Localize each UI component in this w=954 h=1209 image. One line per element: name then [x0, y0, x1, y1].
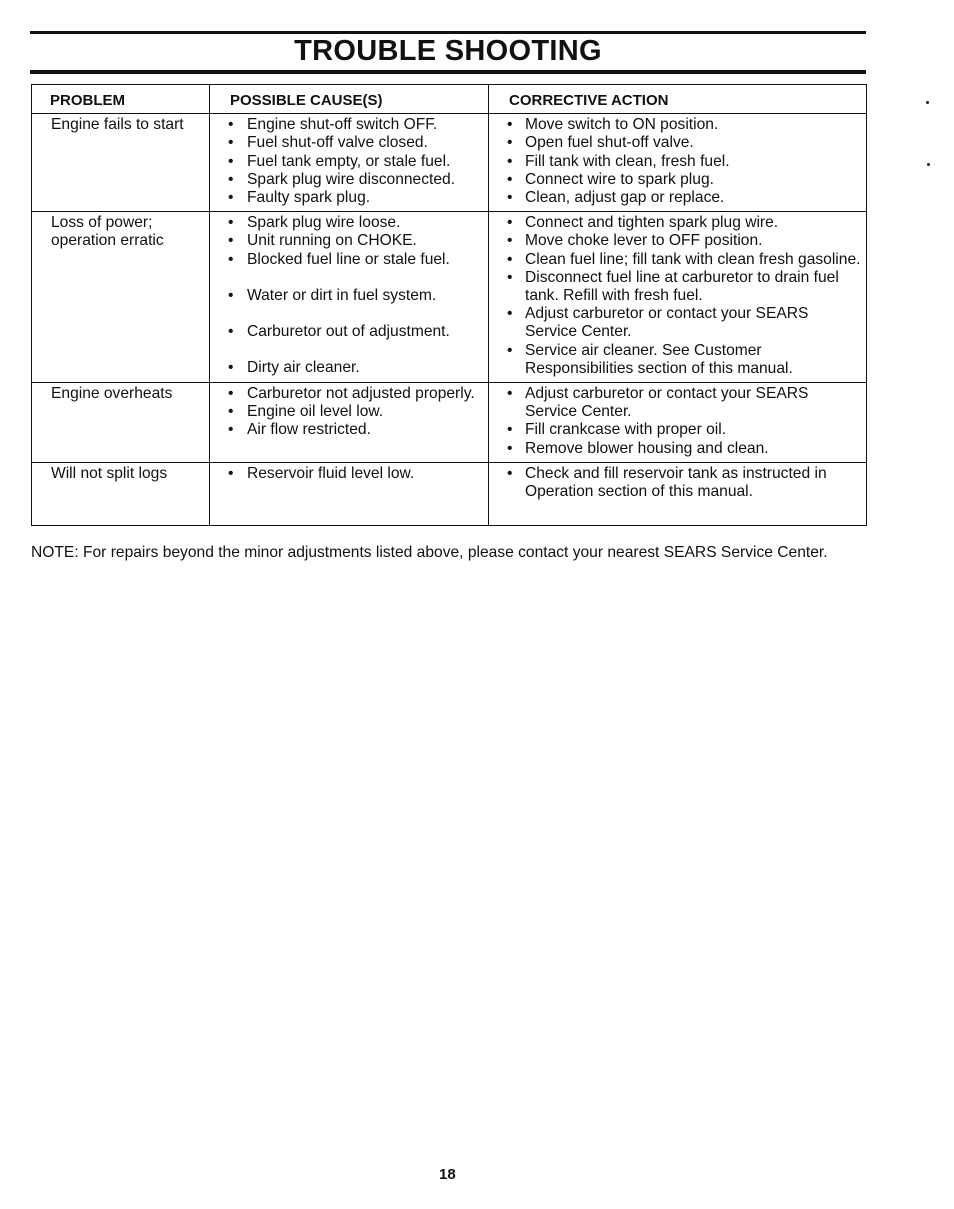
- action-item: • Clean fuel line; fill tank with clean fresh gasoline.: [489, 251, 864, 269]
- causes-list: [210, 116, 486, 207]
- action-item: • Open fuel shut-off valve.: [489, 134, 864, 152]
- causes-list: [210, 214, 486, 377]
- cause-item: • Water or dirt in fuel system.: [210, 287, 486, 305]
- actions-list: [489, 465, 864, 501]
- cause-item: • Reservoir fluid level low.: [210, 465, 486, 483]
- header-possible-causes: POSSIBLE CAUSE(S): [210, 85, 489, 114]
- table-row: [32, 383, 867, 463]
- cause-item: • Spark plug wire disconnected.: [210, 171, 486, 189]
- scan-speck: [926, 101, 929, 104]
- actions-cell: [489, 383, 867, 463]
- cause-item: • Dirty air cleaner.: [210, 359, 486, 377]
- action-item: • Move choke lever to OFF position.: [489, 232, 864, 250]
- page-title: TROUBLE SHOOTING: [294, 35, 602, 67]
- causes-cell: [210, 383, 489, 463]
- scan-speck: [927, 163, 930, 166]
- repair-note: NOTE: For repairs beyond the minor adjustments listed above, please contact your nearest SEARS Service Center.: [31, 544, 828, 561]
- header-corrective-action: CORRECTIVE ACTION: [489, 85, 867, 114]
- action-item: • Move switch to ON position.: [489, 116, 864, 134]
- problem-cell: Loss of power; operation erratic: [32, 212, 210, 383]
- causes-cell: [210, 212, 489, 383]
- troubleshooting-table-container: [31, 84, 864, 526]
- cause-item: • Carburetor out of adjustment.: [210, 323, 486, 341]
- troubleshooting-table: [31, 84, 867, 526]
- header-problem: PROBLEM: [32, 85, 210, 114]
- cause-item: • Blocked fuel line or stale fuel.: [210, 251, 486, 269]
- action-item: • Adjust carburetor or contact your SEARS Service Center.: [489, 385, 864, 421]
- action-item: • Clean, adjust gap or replace.: [489, 189, 864, 207]
- cause-item: • Spark plug wire loose.: [210, 214, 486, 232]
- actions-cell: [489, 114, 867, 212]
- table-row: [32, 212, 867, 383]
- table-header-row: [32, 85, 867, 114]
- actions-list: [489, 214, 864, 378]
- cause-item: • Fuel shut-off valve closed.: [210, 134, 486, 152]
- action-item: • Remove blower housing and clean.: [489, 440, 864, 458]
- actions-cell: [489, 212, 867, 383]
- page-number: 18: [439, 1166, 456, 1183]
- action-item: • Connect and tighten spark plug wire.: [489, 214, 864, 232]
- cause-item: • Unit running on CHOKE.: [210, 232, 486, 250]
- action-item: • Disconnect fuel line at carburetor to drain fuel tank. Refill with fresh fuel.: [489, 269, 864, 305]
- action-item: • Adjust carburetor or contact your SEARS Service Center.: [489, 305, 864, 341]
- cause-item: • Faulty spark plug.: [210, 189, 486, 207]
- table-row: [32, 114, 867, 212]
- causes-cell: [210, 462, 489, 525]
- action-item: • Fill crankcase with proper oil.: [489, 421, 864, 439]
- actions-list: [489, 385, 864, 458]
- title-rule-bottom: [30, 70, 866, 74]
- causes-cell: [210, 114, 489, 212]
- action-item: • Connect wire to spark plug.: [489, 171, 864, 189]
- problem-cell: Engine overheats: [32, 383, 210, 463]
- cause-item: • Fuel tank empty, or stale fuel.: [210, 153, 486, 171]
- problem-cell: Engine fails to start: [32, 114, 210, 212]
- causes-list: [210, 465, 486, 483]
- cause-item: • Carburetor not adjusted properly.: [210, 385, 486, 403]
- action-item: • Fill tank with clean, fresh fuel.: [489, 153, 864, 171]
- causes-list: [210, 385, 486, 440]
- action-item: • Check and fill reservoir tank as instructed in Operation section of this manual.: [489, 465, 864, 501]
- actions-cell: [489, 462, 867, 525]
- action-item: • Service air cleaner. See Customer Responsibilities section of this manual.: [489, 342, 864, 378]
- cause-item: • Engine shut-off switch OFF.: [210, 116, 486, 134]
- problem-cell: Will not split logs: [32, 462, 210, 525]
- actions-list: [489, 116, 864, 207]
- table-row: [32, 462, 867, 525]
- cause-item: • Air flow restricted.: [210, 421, 486, 439]
- cause-item: • Engine oil level low.: [210, 403, 486, 421]
